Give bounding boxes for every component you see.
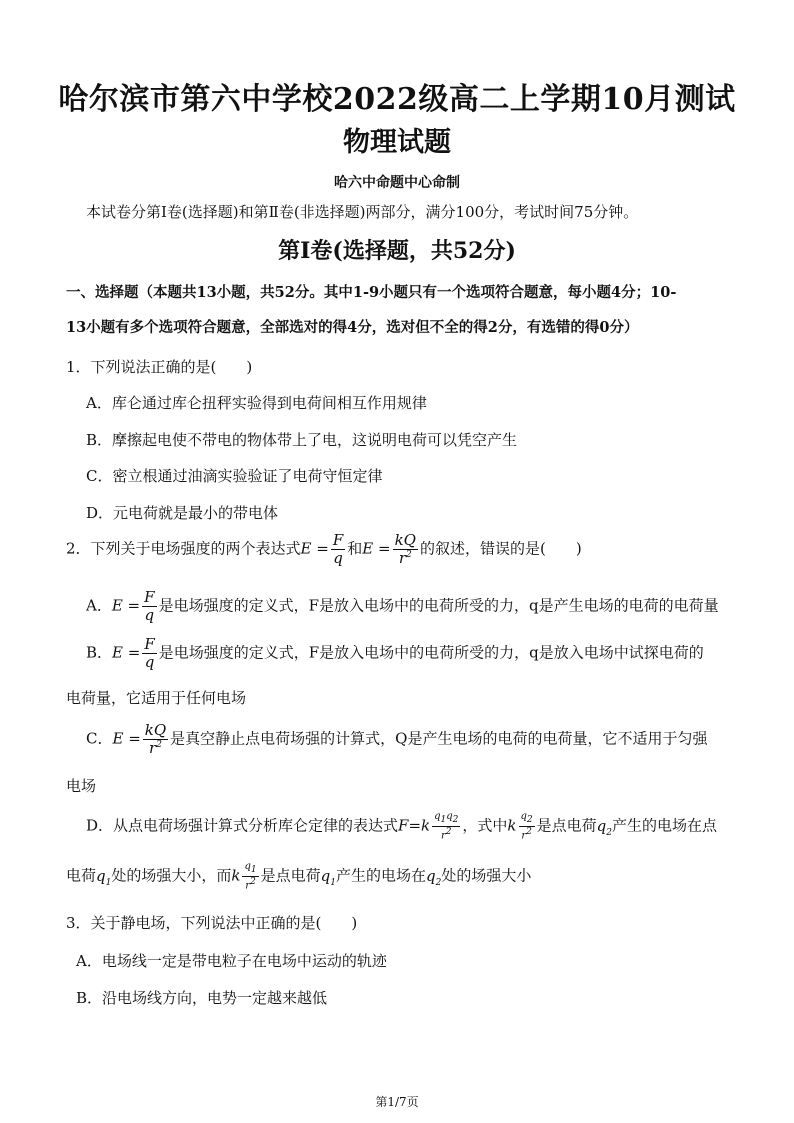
exam-intro: 本试卷分第Ⅰ卷(选择题)和第Ⅱ卷(非选择题)两部分，满分100分，考试时间75分钟。 [86, 203, 639, 221]
question-3-option-a: A．电场线一定是带电粒子在电场中运动的轨迹 [76, 952, 387, 970]
question-2-option-b-line2: 电荷量，它适用于任何电场 [66, 689, 247, 707]
formula-e-f-over-q: E = [300, 539, 329, 558]
question-3-stem: 3．关于静电场，下列说法中正确的是( ) [66, 914, 358, 932]
question-1-option-d: D．元电荷就是最小的带电体 [86, 504, 279, 522]
exam-subject: 物理试题 [343, 127, 451, 158]
section-instruction-line1: 一、选择题（本题共13小题，共52分。其中1-9小题只有一个选项符合题意，每小题4分；10- [66, 284, 677, 301]
exam-author: 哈六中命题中心命制 [334, 175, 460, 191]
question-2-option-a: A．E = $\frac{F}{q}$ 是电场强度的定义式，F是放入电场中的电荷所受的力，q是产生电场的电荷的电荷量 [86, 588, 719, 624]
question-2-option-d-line2: 电荷$q_1$处的场强大小，而k $\frac{q1}{r2}$ 是点电荷$q_1$产生的电场在$q_2$处的场强大小 [66, 861, 532, 892]
question-1-option-a: A．库仑通过库仑扭秤实验得到电荷间相互作用规律 [86, 394, 427, 412]
question-3-option-b: B．沿电场线方向，电势一定越来越低 [76, 989, 328, 1007]
question-2-option-b: B．E = $\frac{F}{q}$ 是电场强度的定义式，F是放入电场中的电荷所受的力，q是放入电场中试探电荷的 [86, 635, 704, 671]
question-2-option-c-line2: 电场 [66, 777, 97, 795]
section-title: 第Ⅰ卷(选择题，共52分) [278, 238, 516, 264]
question-2-option-d: D．从点电荷场强计算式分析库仑定律的表达式F=k $\frac{q1q2}{r2}$ ，式中k $\frac{q2}{r2}$ 是点电荷$q_2$产生的电场在点 [86, 811, 718, 842]
formula-e-kq-over-r2: $\frac{kQ}{r^2}$ [394, 531, 416, 567]
question-2-option-c: C．E = $\frac{kQ}{r^2}$ 是真空静止点电荷场强的计算式，Q是产生电场的电荷的电荷量，它不适用于匀强 [86, 721, 708, 757]
page-number: 第1/7页 [375, 1095, 419, 1109]
question-2-stem: 2．下列关于电场强度的两个表达式E = $\frac{F}{q}$ 和E = $\frac{kQ}{r^2}$ 的叙述，错误的是( ) [66, 531, 582, 567]
section-instruction-line2: 13小题有多个选项符合题意，全部选对的得4分，选对但不全的得2分，有选错的得0分） [66, 319, 639, 336]
question-1-option-b: B．摩擦起电使不带电的物体带上了电，这说明电荷可以凭空产生 [86, 431, 518, 449]
question-1-option-c: C．密立根通过油滴实验验证了电荷守恒定律 [86, 467, 383, 485]
question-1-stem: 1．下列说法正确的是( ) [66, 358, 253, 376]
exam-title: 哈尔滨市第六中学校2022级高二上学期10月测试 [58, 82, 736, 117]
